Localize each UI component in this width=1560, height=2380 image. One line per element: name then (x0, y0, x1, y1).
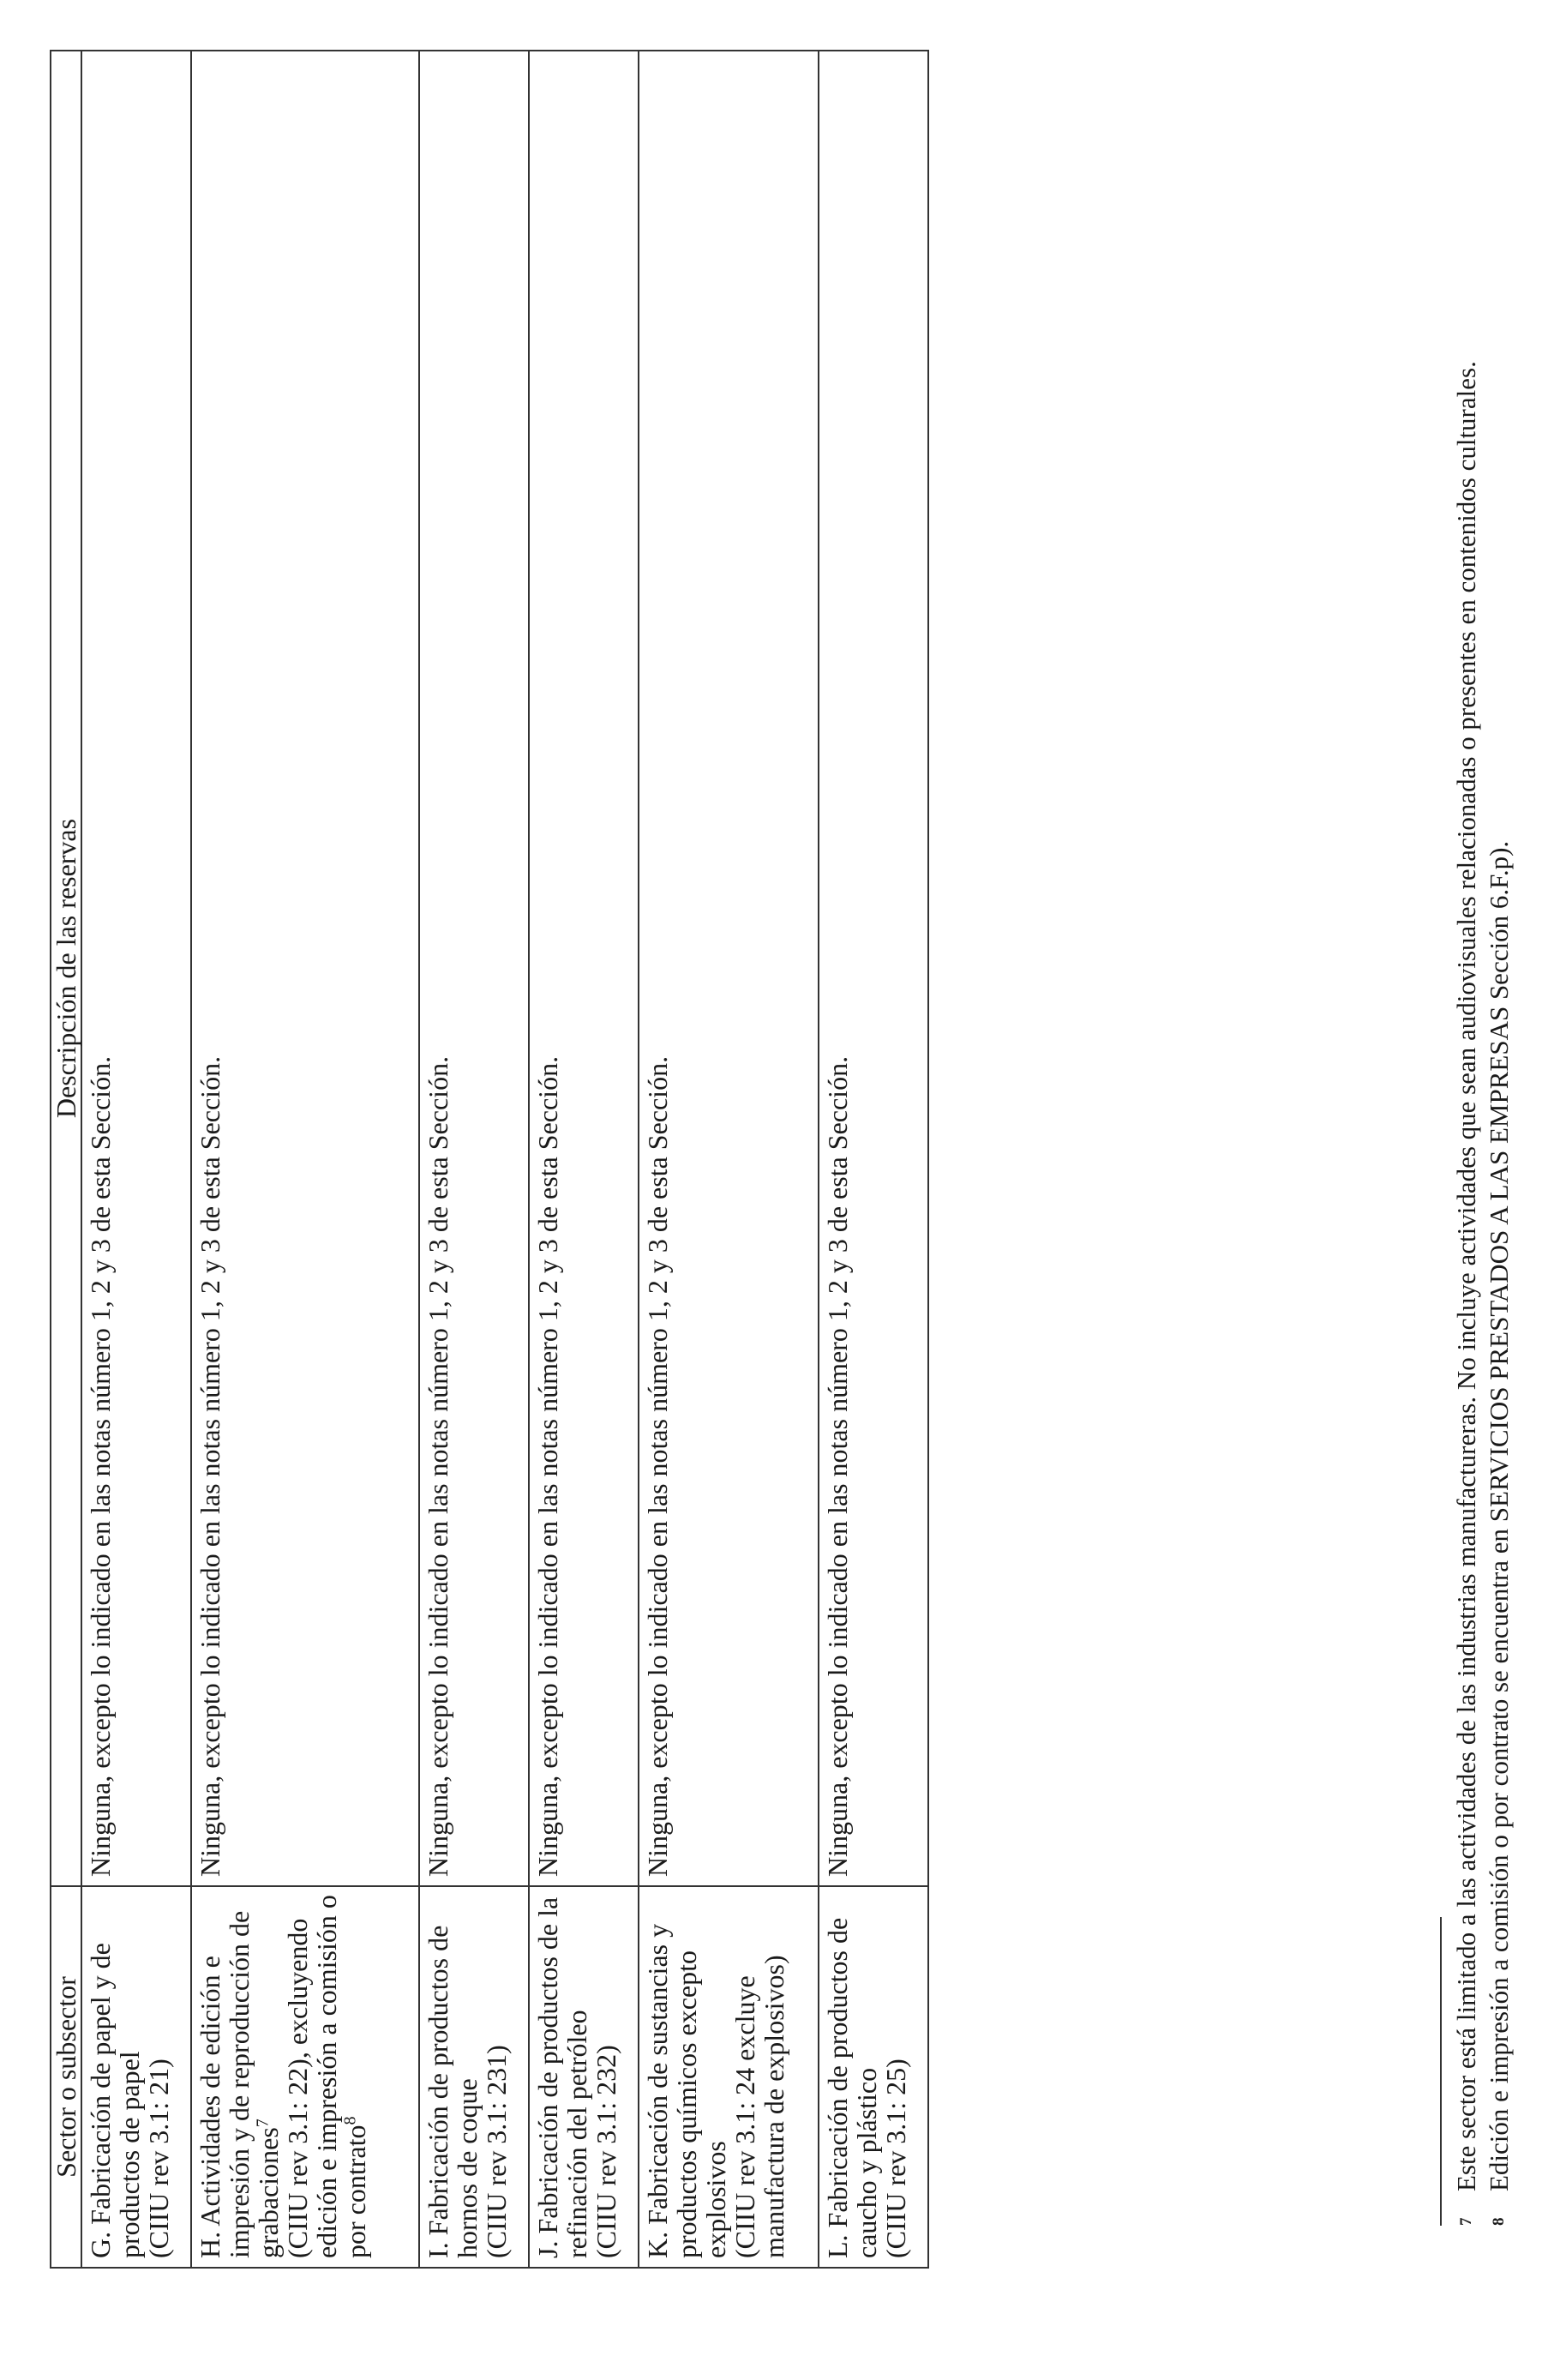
description-text: Ninguna, excepto lo indicado en las notas número 1, 2 y 3 de esta Sección. (532, 1055, 563, 1877)
footnote-number: 7 (1457, 2217, 1475, 2226)
sector-line: edición e impresión a comisión o (311, 1895, 342, 2258)
sector-cell (419, 1886, 529, 2268)
reservations-table (50, 50, 929, 2269)
table-row (81, 51, 191, 2268)
description-cell (191, 51, 419, 1886)
sector-line: (CIIU rev 3.1: 232) (591, 2045, 621, 2258)
sector-line: explosivos (700, 2141, 731, 2258)
footnote-ref-7[interactable]: 7 (253, 2119, 273, 2128)
sector-line: (CIIU rev 3.1: 24 excluye (729, 1975, 760, 2258)
footnote-text: Este sector está limitado a las actividades de las industrias manufactureras. No incluye actividades que sean audiovisuales relacionadas o presentes en contenidos culturales. (1451, 361, 1481, 2191)
sector-line: (CIIU rev 3.1: 22), excluyendo (282, 1918, 313, 2258)
table-header-row (51, 51, 81, 2268)
sector-line: productos químicos excepto (671, 1950, 702, 2258)
sector-line: manufactura de explosivos) (759, 1955, 789, 2258)
sector-line (254, 1896, 283, 2258)
footnote-number: 8 (1490, 2217, 1508, 2226)
footnote-ref-8[interactable]: 8 (340, 2116, 360, 2125)
sector-cell (639, 1886, 819, 2268)
sector-cell (81, 1886, 191, 2268)
header-description: Descripción de las reservas (51, 51, 81, 1886)
table-row (529, 51, 639, 2268)
sector-line-text: grabaciones (253, 2127, 284, 2258)
sector-line: (CIIU rev 3.1: 231) (481, 2045, 512, 2258)
sector-cell (529, 1886, 639, 2268)
footnote-7 (1450, 31, 1483, 2226)
header-sector: Sector o subsector (51, 1886, 81, 2268)
description-cell (419, 51, 529, 1886)
sector-line: refinación del petróleo (561, 2010, 592, 2258)
description-text: Ninguna, excepto lo indicado en las notas número 1, 2 y 3 de esta Sección. (195, 1055, 225, 1877)
footnote-text: Edición e impresión a comisión o por contrato se encuentra en SERVICIOS PRESTADOS A LAS EMPRESAS Sección 6.F.p). (1484, 840, 1514, 2191)
description-text: Ninguna, excepto lo indicado en las notas número 1, 2 y 3 de esta Sección. (822, 1055, 853, 1877)
table-row (191, 51, 419, 2268)
sector-line: caucho y plástico (851, 2067, 882, 2258)
table-row (819, 51, 928, 2268)
table-row (419, 51, 529, 2268)
description-text: Ninguna, excepto lo indicado en las notas número 1, 2 y 3 de esta Sección. (423, 1055, 453, 1877)
sector-cell (819, 1886, 928, 2268)
sector-line: G. Fabricación de papel y de (85, 1943, 116, 2258)
footnote-8 (1483, 31, 1515, 2226)
sector-line (341, 1896, 370, 2258)
sector-line: J. Fabricación de productos de la (532, 1896, 563, 2258)
description-cell (819, 51, 928, 1886)
sector-line: L. Fabricación de productos de (822, 1917, 853, 2258)
description-text: Ninguna, excepto lo indicado en las notas número 1, 2 y 3 de esta Sección. (85, 1055, 116, 1877)
footnotes (1450, 31, 1515, 2226)
sector-line: H. Actividades de edición e (195, 1956, 225, 2258)
sector-cell (191, 1886, 419, 2268)
sector-line: (CIIU rev 3.1: 21) (143, 2058, 174, 2258)
sector-line: I. Fabricación de productos de (423, 1925, 453, 2258)
footnote-separator (1440, 1917, 1442, 2226)
sector-line: impresión y de reproducción de (224, 1910, 255, 2258)
sector-line: productos de papel (114, 2051, 145, 2258)
sector-line: (CIIU rev 3.1: 25) (880, 2058, 911, 2258)
description-cell (529, 51, 639, 1886)
description-cell (639, 51, 819, 1886)
sector-line: hornos de coque (452, 2078, 483, 2258)
sector-line: K. Fabricación de sustancias y (642, 1923, 673, 2258)
description-cell (81, 51, 191, 1886)
sector-line-text: por contrato (340, 2125, 371, 2258)
table-row (639, 51, 819, 2268)
description-text: Ninguna, excepto lo indicado en las notas número 1, 2 y 3 de esta Sección. (642, 1055, 673, 1877)
